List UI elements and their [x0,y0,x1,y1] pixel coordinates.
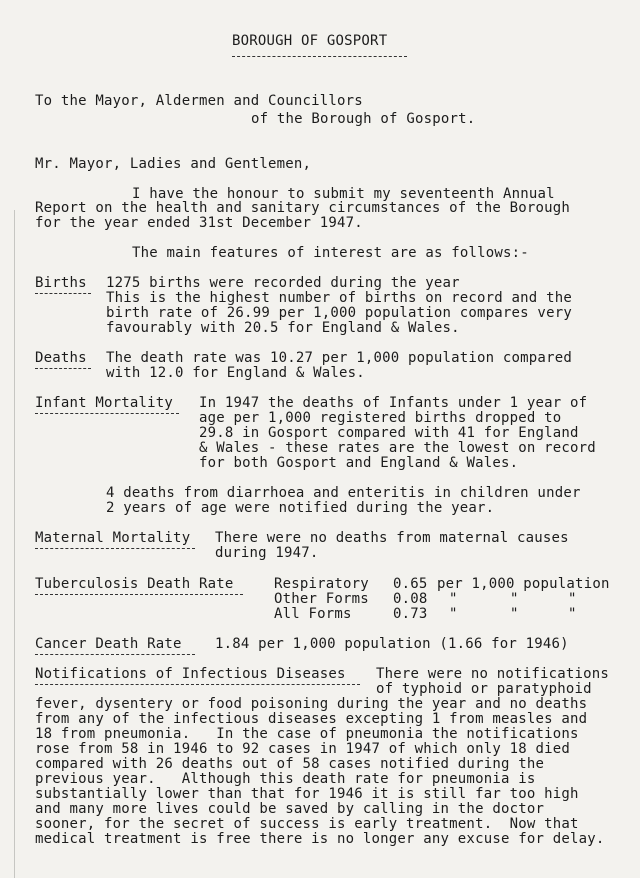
notifications-line: sooner, for the secret of success is early treatment. Now that [35,816,579,832]
births-line: birth rate of 26.99 per 1,000 population compares very [106,305,572,321]
infant-followup: 4 deaths from diarrhoea and enteritis in children under [106,485,581,501]
cancer-underline [35,654,195,655]
notifications-heading: Notifications of Infectious Diseases [35,666,346,682]
tb-row-ditto: " [568,591,577,607]
address-line-2: of the Borough of Gosport. [251,111,476,127]
notifications-second: of typhoid or paratyphoid [376,681,592,697]
tb-row-ditto: " [449,606,458,622]
notifications-line: compared with 26 deaths out of 58 cases notified during the [35,756,545,772]
notifications-line: 18 from pneumonia. In the case of pneumonia the notifications [35,726,579,742]
tb-row-label: Respiratory [274,576,369,592]
features-intro: The main features of interest are as follows:- [132,245,529,261]
tb-row-ditto: " [510,606,519,622]
infant-line: 29.8 in Gosport compared with 41 for England [199,425,579,441]
births-line: This is the highest number of births on record and the [106,290,572,306]
notifications-line: from any of the infectious diseases excepting 1 from measles and [35,711,588,727]
tb-row-value: 0.73 [393,606,428,622]
tb-row-label: Other Forms [274,591,369,607]
maternal-mortality-heading: Maternal Mortality [35,530,191,546]
infant-mortality-heading: Infant Mortality [35,395,174,411]
infant-line: In 1947 the deaths of Infants under 1 year of [199,395,588,411]
notifications-underline [35,684,360,685]
cancer-heading: Cancer Death Rate [35,636,182,652]
infant-line: age per 1,000 registered births dropped to [199,410,562,426]
notifications-line: rose from 58 in 1946 to 92 cases in 1947 of which only 18 died [35,741,570,757]
intro-line-1: I have the honour to submit my seventeenth Annual [132,186,555,202]
notifications-line: and many more lives could be saved by calling in the doctor [35,801,545,817]
deaths-line: The death rate was 10.27 per 1,000 population compared [106,350,572,366]
notifications-line: fever, dysentery or food poisoning during the year and no deaths [35,696,588,712]
notifications-first: There were no notifications [376,666,609,682]
births-heading-underline [35,293,91,294]
tb-row-ditto: " [449,591,458,607]
tuberculosis-underline [35,594,243,595]
infant-line: & Wales - these rates are the lowest on record [199,440,596,456]
tb-row-per: per 1,000 population [437,576,610,592]
tb-row-value: 0.08 [393,591,428,607]
births-line: favourably with 20.5 for England & Wales. [106,320,460,336]
births-heading: Births [35,275,87,291]
tb-row-value: 0.65 [393,576,428,592]
deaths-heading-underline [35,368,91,369]
infant-line: for both Gosport and England & Wales. [199,455,519,471]
address-line-1: To the Mayor, Aldermen and Councillors [35,93,363,109]
notifications-line: medical treatment is free there is no longer any excuse for delay. [35,831,605,847]
intro-line-3: for the year ended 31st December 1947. [35,215,363,231]
maternal-mortality-underline [35,548,195,549]
infant-followup: 2 years of age were notified during the year. [106,500,495,516]
notifications-line: previous year. Although this death rate for pneumonia is [35,771,536,787]
salutation: Mr. Mayor, Ladies and Gentlemen, [35,156,312,172]
births-line: 1275 births were recorded during the year [106,275,460,291]
intro-line-2: Report on the health and sanitary circumstances of the Borough [35,200,570,216]
tuberculosis-heading: Tuberculosis Death Rate [35,576,234,592]
deaths-line: with 12.0 for England & Wales. [106,365,365,381]
tb-row-ditto: " [568,606,577,622]
page-edge-shadow [14,210,15,878]
maternal-line: during 1947. [215,545,319,561]
title-underline [232,56,407,57]
notifications-line: substantially lower than that for 1946 it is still far too high [35,786,579,802]
page-title: BOROUGH OF GOSPORT [232,33,388,49]
infant-mortality-underline [35,413,179,414]
tb-row-label: All Forms [274,606,352,622]
deaths-heading: Deaths [35,350,87,366]
tb-row-ditto: " [510,591,519,607]
maternal-line: There were no deaths from maternal causes [215,530,569,546]
cancer-text: 1.84 per 1,000 population (1.66 for 1946) [215,636,569,652]
